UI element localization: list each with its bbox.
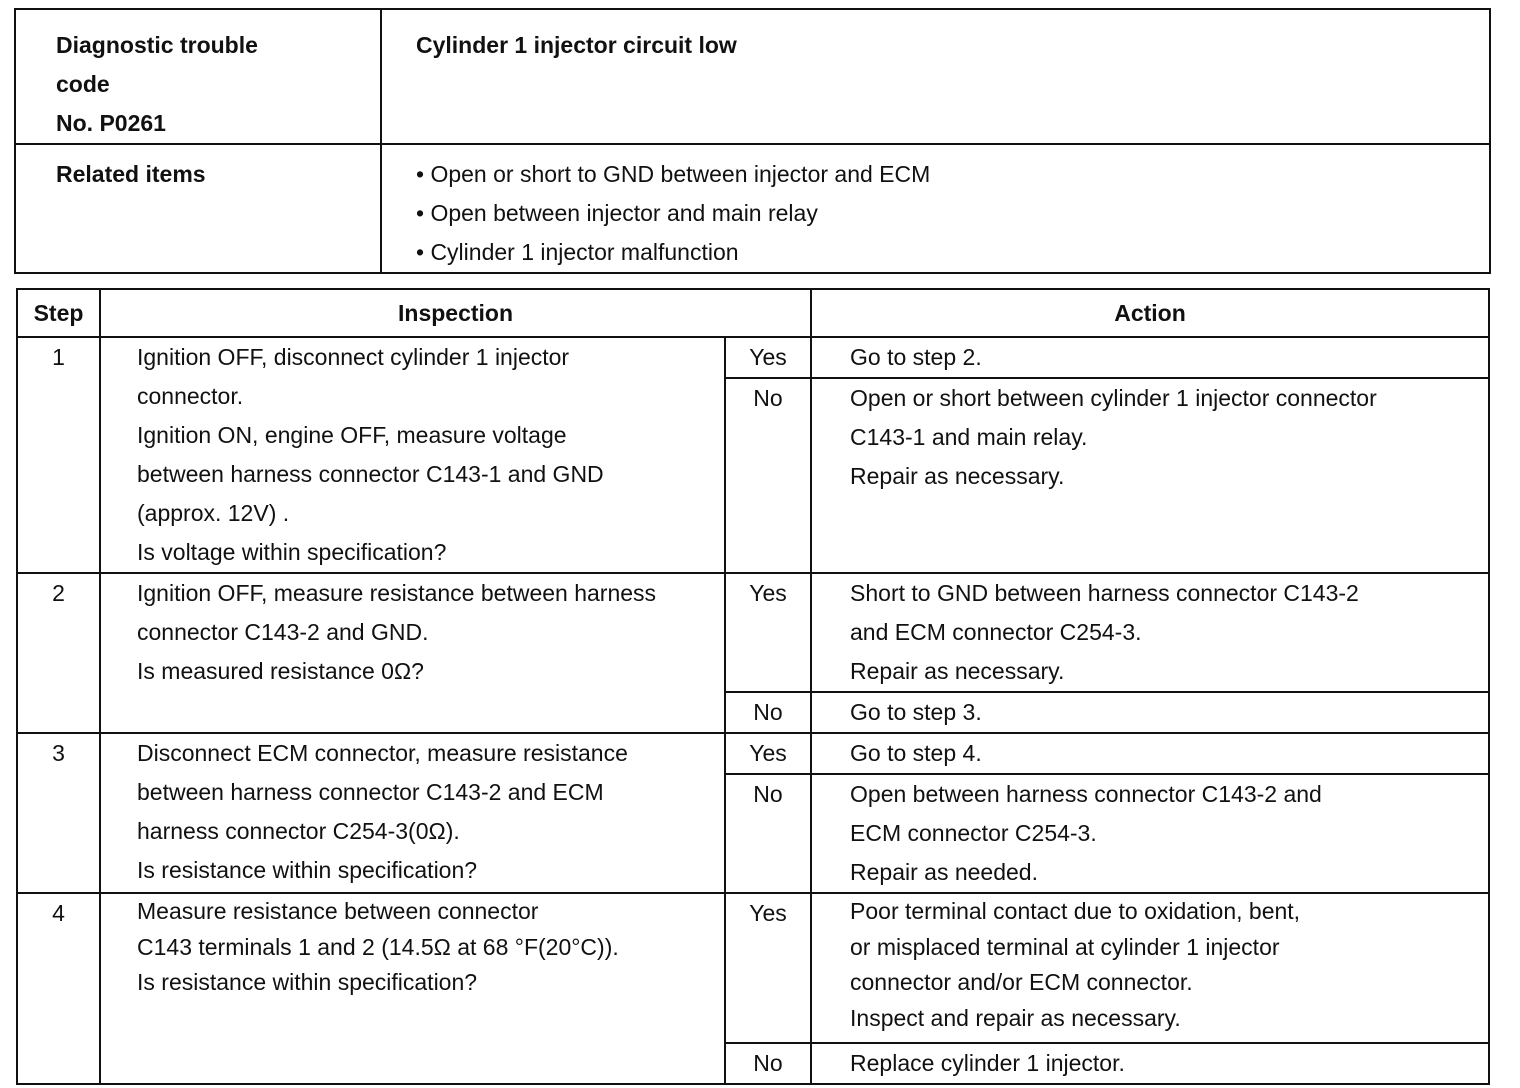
column-header-inspection: Inspection: [100, 289, 811, 337]
related-item: • Open or short to GND between injector and ECM: [416, 161, 931, 187]
inspection-line: connector C143-2 and GND.: [137, 619, 429, 645]
action-line: Repair as necessary.: [850, 658, 1065, 684]
action-line: Repair as necessary.: [850, 463, 1065, 490]
action-line: or misplaced terminal at cylinder 1 injector: [850, 933, 1280, 960]
dtc-label: [15, 9, 381, 144]
inspection-line: Is measured resistance 0Ω?: [137, 658, 424, 684]
dtc-title-cell: [381, 9, 1490, 144]
related-items-label: Related items: [56, 161, 206, 187]
inspection-cell: [100, 733, 725, 893]
action-line: Replace cylinder 1 injector.: [850, 1050, 1125, 1076]
table-row: [17, 733, 1489, 774]
action-line: Short to GND between harness connector C143-2: [850, 580, 1359, 606]
dtc-header-table: [14, 8, 1491, 274]
no-label: No: [725, 1043, 811, 1084]
action-line: Go to step 3.: [850, 699, 982, 725]
inspection-line: C143 terminals 1 and 2 (14.5Ω at 68 °F(20°C)).: [137, 933, 619, 960]
no-label: No: [725, 774, 811, 893]
related-items-list: [381, 144, 1490, 273]
table-row: [17, 573, 1489, 692]
inspection-line: Measure resistance between connector: [137, 898, 539, 924]
inspection-line: harness connector C254-3(0Ω).: [137, 818, 460, 844]
action-line: and ECM connector C254-3.: [850, 619, 1142, 645]
yes-action: [811, 337, 1489, 378]
dtc-row: [15, 9, 1490, 144]
step-number: 3: [17, 733, 100, 893]
inspection-line: (approx. 12V) .: [137, 500, 290, 526]
inspection-cell: [100, 573, 725, 733]
action-line: Repair as needed.: [850, 859, 1038, 885]
dtc-title: Cylinder 1 injector circuit low: [416, 32, 737, 58]
yes-label: Yes: [725, 337, 811, 378]
yes-action: [811, 733, 1489, 774]
action-line: Poor terminal contact due to oxidation, bent,: [850, 898, 1301, 924]
inspection-cell: [100, 337, 725, 573]
inspection-line: Is resistance within specification?: [137, 857, 478, 883]
inspection-line: Is resistance within specification?: [137, 969, 478, 995]
action-line: ECM connector C254-3.: [850, 820, 1097, 846]
no-action: [811, 692, 1489, 733]
inspection-line: Is voltage within specification?: [137, 539, 447, 565]
inspection-line: between harness connector C143-1 and GND: [137, 461, 604, 487]
dtc-code: No. P0261: [56, 110, 166, 136]
no-action: [811, 378, 1489, 573]
action-line: connector and/or ECM connector.: [850, 969, 1193, 995]
inspection-line: between harness connector C143-2 and ECM: [137, 779, 604, 805]
column-header-action: Action: [811, 289, 1489, 337]
step-number: 1: [17, 337, 100, 573]
yes-label: Yes: [725, 573, 811, 692]
no-action: [811, 1043, 1489, 1084]
yes-action: [811, 893, 1489, 1043]
inspection-line: connector.: [137, 383, 244, 409]
troubleshooting-table: [16, 288, 1490, 1085]
action-line: Open or short between cylinder 1 injector connector: [850, 385, 1377, 412]
related-items-row: [15, 144, 1490, 273]
yes-action: [811, 573, 1489, 692]
inspection-line: Ignition OFF, disconnect cylinder 1 injector: [137, 344, 570, 370]
action-line: Go to step 4.: [850, 740, 982, 766]
table-header-row: [17, 289, 1489, 337]
table-row: [17, 337, 1489, 378]
step-number: 2: [17, 573, 100, 733]
action-line: Inspect and repair as necessary.: [850, 1004, 1181, 1031]
related-item: • Cylinder 1 injector malfunction: [416, 239, 739, 265]
action-line: Go to step 2.: [850, 344, 982, 370]
related-items-label-cell: [15, 144, 381, 273]
no-label: No: [725, 692, 811, 733]
inspection-line: Ignition ON, engine OFF, measure voltage: [137, 422, 567, 448]
yes-label: Yes: [725, 893, 811, 1043]
inspection-line: Ignition OFF, measure resistance between harness: [137, 580, 657, 606]
inspection-line: Disconnect ECM connector, measure resistance: [137, 740, 628, 766]
step-number: 4: [17, 893, 100, 1084]
dtc-label-line: Diagnostic trouble: [56, 32, 258, 58]
no-label: No: [725, 378, 811, 573]
column-header-step: Step: [17, 289, 100, 337]
action-line: Open between harness connector C143-2 and: [850, 781, 1322, 807]
dtc-label-line: code: [56, 71, 110, 97]
inspection-cell: [100, 893, 725, 1084]
yes-label: Yes: [725, 733, 811, 774]
table-row: [17, 893, 1489, 1043]
action-line: C143-1 and main relay.: [850, 424, 1088, 451]
related-item: • Open between injector and main relay: [416, 200, 818, 226]
no-action: [811, 774, 1489, 893]
